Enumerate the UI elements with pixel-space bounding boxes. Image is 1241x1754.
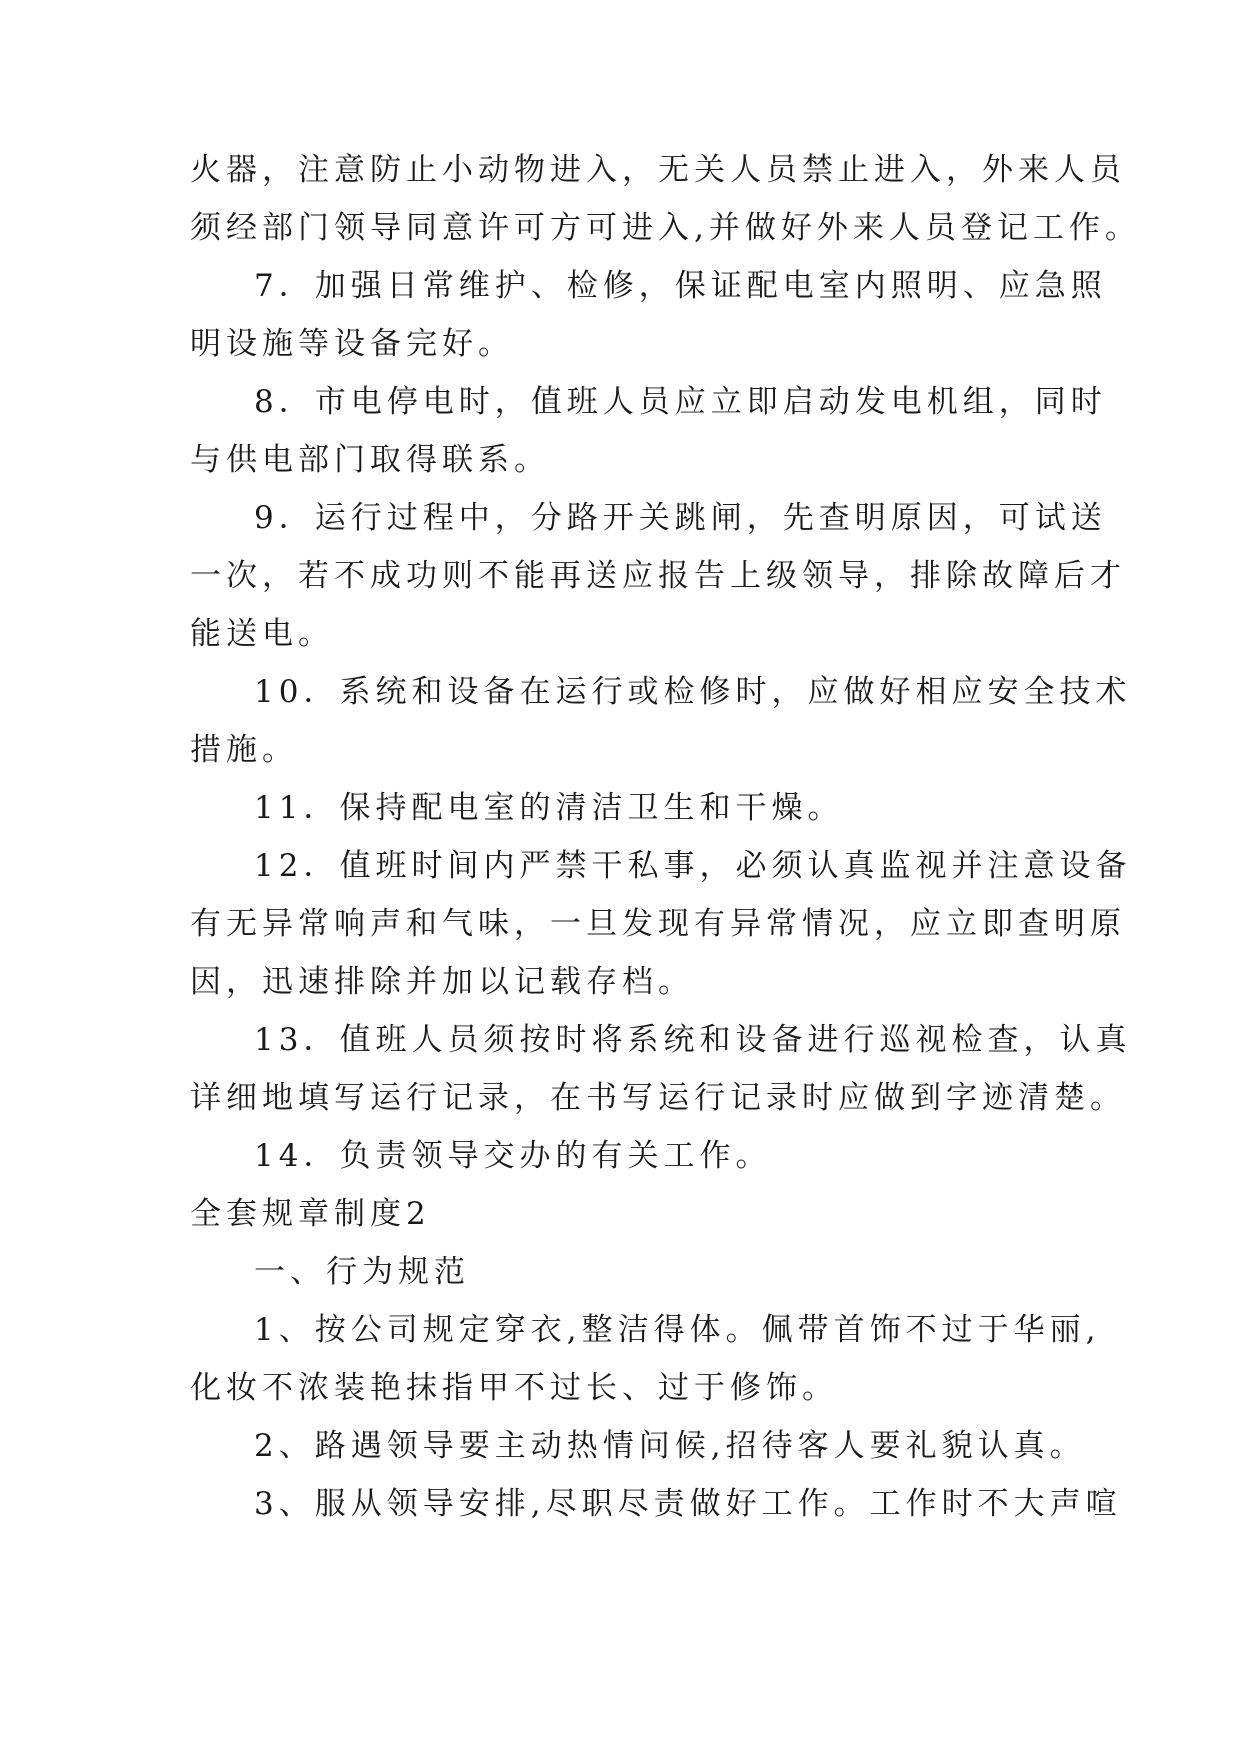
text-line: 须经部门领导同意许可方可进入,并做好外来人员登记工作。 bbox=[190, 210, 1141, 246]
subsection-heading: 一、行为规范 bbox=[254, 1254, 470, 1290]
text-line: 能送电。 bbox=[190, 616, 334, 652]
text-line: 有无异常响声和气味，一旦发现有异常情况，应立即查明原 bbox=[190, 906, 1126, 942]
text-line: 与供电部门取得联系。 bbox=[190, 442, 550, 478]
text-line: 7．加强日常维护、检修，保证配电室内照明、应急照 bbox=[254, 268, 1107, 304]
section-heading: 全套规章制度2 bbox=[190, 1196, 431, 1232]
text-line: 14．负责领导交办的有关工作。 bbox=[254, 1138, 772, 1174]
text-line: 12．值班时间内严禁干私事，必须认真监视并注意设备 bbox=[254, 848, 1132, 884]
text-line: 详细地填写运行记录，在书写运行记录时应做到字迹清楚。 bbox=[190, 1080, 1126, 1116]
text-line: 8．市电停电时，值班人员应立即启动发电机组，同时 bbox=[254, 384, 1107, 420]
text-line: 火器，注意防止小动物进入，无关人员禁止进入，外来人员 bbox=[190, 152, 1126, 188]
text-line: 2、路遇领导要主动热情问候,招待客人要礼貌认真。 bbox=[254, 1428, 1086, 1464]
text-line: 一次，若不成功则不能再送应报告上级领导，排除故障后才 bbox=[190, 558, 1126, 594]
text-line: 1、按公司规定穿衣,整洁得体。佩带首饰不过于华丽, bbox=[254, 1312, 1101, 1348]
text-line: 化妆不浓装艳抹指甲不过长、过于修饰。 bbox=[190, 1370, 838, 1406]
text-line: 9．运行过程中，分路开关跳闸，先查明原因，可试送 bbox=[254, 500, 1107, 536]
text-line: 措施。 bbox=[190, 732, 298, 768]
text-line: 10．系统和设备在运行或检修时，应做好相应安全技术 bbox=[254, 674, 1132, 710]
text-line: 明设施等设备完好。 bbox=[190, 326, 514, 362]
text-line: 因，迅速排除并加以记载存档。 bbox=[190, 964, 694, 1000]
text-line: 11．保持配电室的清洁卫生和干燥。 bbox=[254, 790, 844, 826]
text-line: 3、服从领导安排,尽职尽责做好工作。工作时不大声喧 bbox=[254, 1486, 1122, 1522]
text-line: 13．值班人员须按时将系统和设备进行巡视检查，认真 bbox=[254, 1022, 1132, 1058]
